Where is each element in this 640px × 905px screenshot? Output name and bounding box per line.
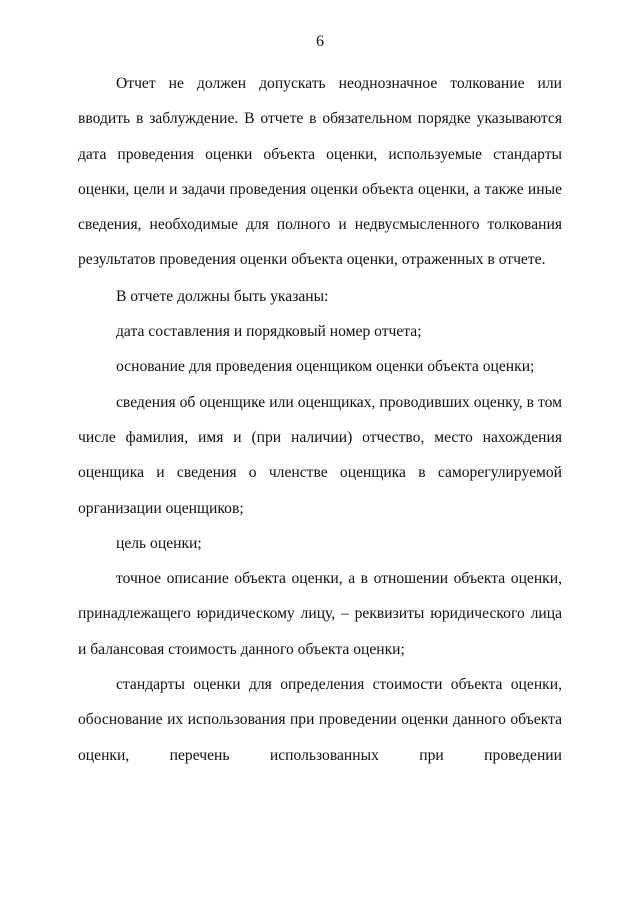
list-item-valuation-purpose: цель оценки;	[116, 534, 202, 552]
page-number: 6	[316, 33, 324, 50]
document-body	[78, 66, 562, 773]
paragraph-report-must-contain: В отчете должны быть указаны:	[116, 287, 329, 305]
list-item-valuation-standards: стандарты оценки для определения стоимости объекта оценки, обоснование их использования при проведении оценки данного объекта оценки, перечень использованных при проведении	[78, 676, 562, 764]
list-item-grounds-for-valuation: основание для проведения оценщиком оценки объекта оценки;	[116, 358, 535, 376]
list-item-object-description: точное описание объекта оценки, а в отношении объекта оценки, принадлежащего юридическому лицу, – реквизиты юридического лица и балансовая стоимость данного объекта оценки;	[78, 570, 562, 658]
paragraph-report-requirements: Отчет не должен допускать неоднозначное толкование или вводить в заблуждение. В отчете в обязательном порядке указываются дата проведения оценки объекта оценки, используемые стандарты оценки, цели и задачи проведения оценки объекта оценки, а также иные сведения, необходимые для полного и недвусмысленного толкования результатов проведения оценки объекта оценки, отраженных в отчете.	[78, 75, 562, 269]
list-item-appraiser-info: сведения об оценщике или оценщиках, проводивших оценку, в том числе фамилия, имя и (при наличии) отчество, место нахождения оценщика и сведения о членстве оценщика в саморегулируемой организации оценщиков;	[78, 393, 562, 517]
list-item-report-date-number: дата составления и порядковый номер отчета;	[116, 323, 422, 341]
